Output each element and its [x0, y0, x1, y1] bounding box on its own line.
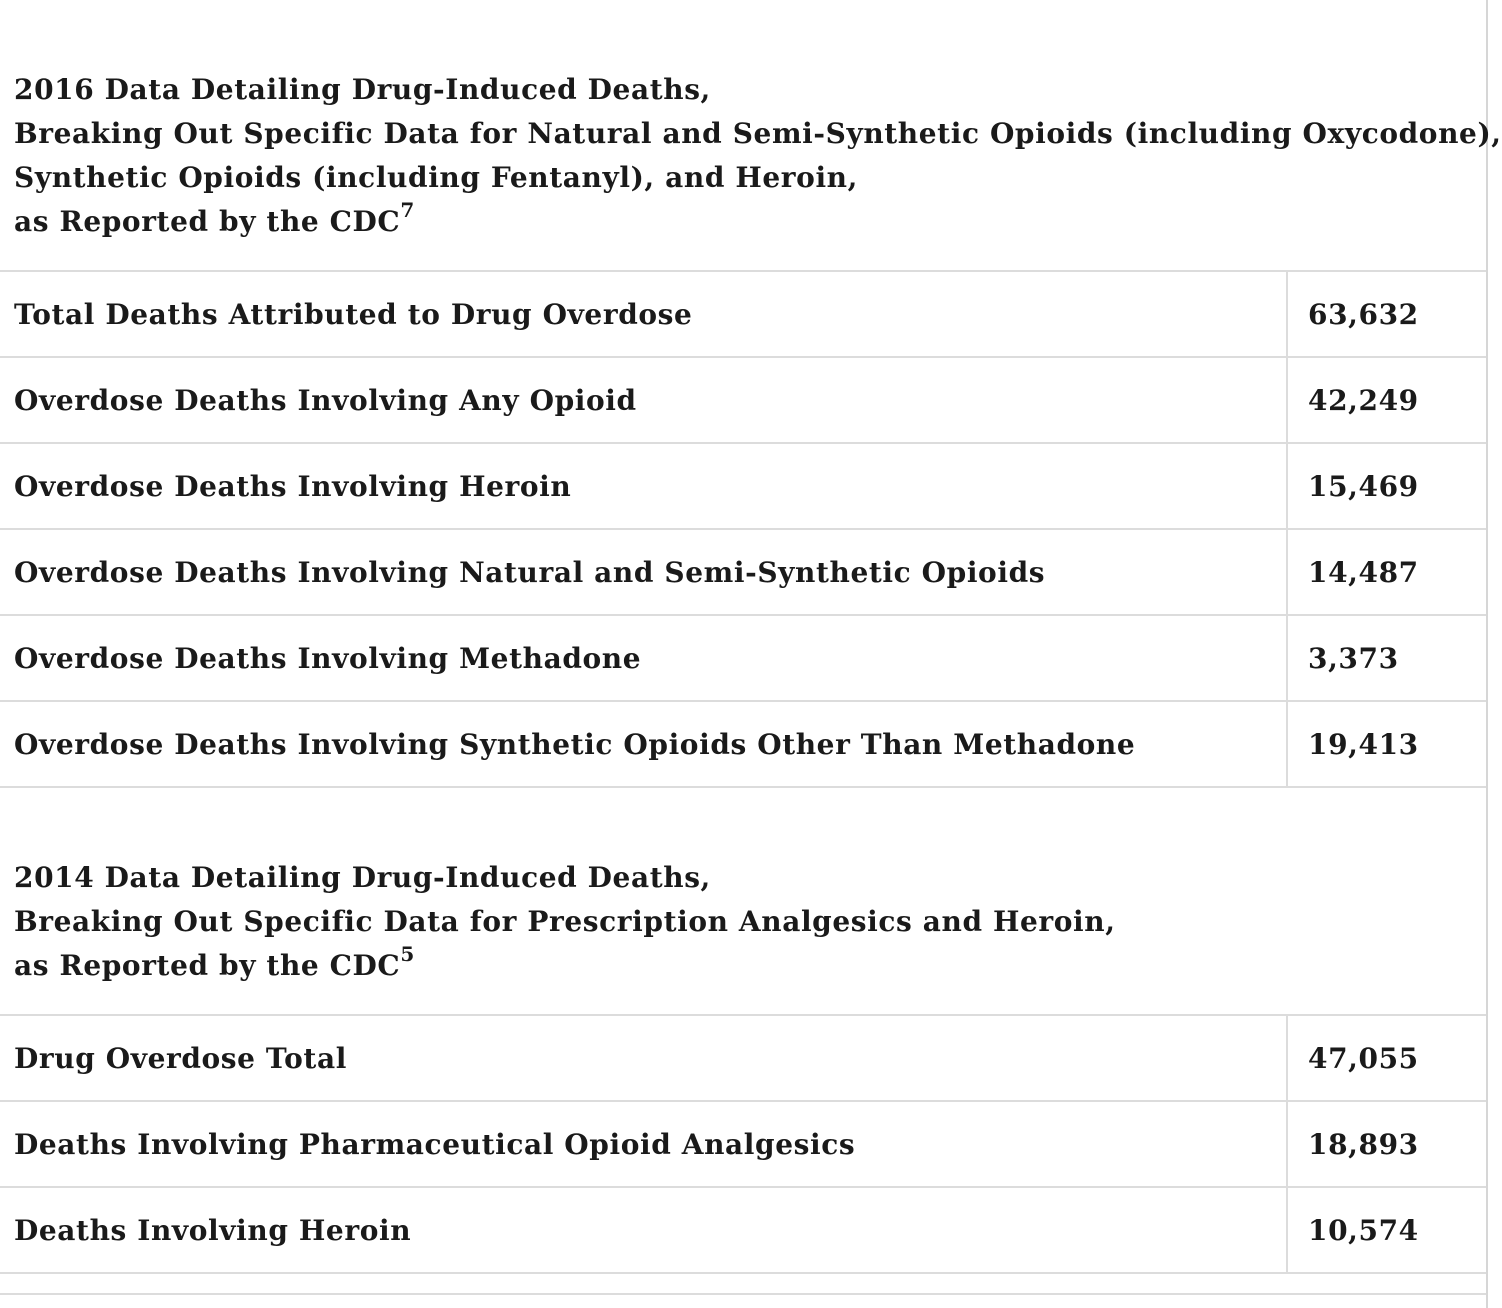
- row-value: 15,469: [1287, 443, 1486, 529]
- row-value: 19,413: [1287, 701, 1486, 787]
- divider: [0, 1293, 1486, 1295]
- caption-line: 2016 Data Detailing Drug-Induced Deaths,: [14, 73, 711, 106]
- row-label: Deaths Involving Pharmaceutical Opioid Analgesics: [0, 1101, 1287, 1187]
- table-row: [0, 271, 1486, 357]
- caption-line: Breaking Out Specific Data for Natural and Semi-Synthetic Opioids (including Oxycodone),: [14, 117, 1502, 150]
- caption-line: Synthetic Opioids (including Fentanyl), and Heroin,: [14, 161, 858, 194]
- caption-line-with-footnote: [14, 941, 1486, 988]
- row-label: Overdose Deaths Involving Any Opioid: [0, 357, 1287, 443]
- table-row: [0, 1101, 1486, 1187]
- row-label: Total Deaths Attributed to Drug Overdose: [0, 271, 1287, 357]
- row-value: 47,055: [1287, 1015, 1486, 1101]
- table-section-2014: [0, 788, 1486, 1274]
- row-value: 18,893: [1287, 1101, 1486, 1187]
- table-row: [0, 529, 1486, 615]
- table-caption-2014: [0, 788, 1486, 1014]
- row-label: Drug Overdose Total: [0, 1015, 1287, 1101]
- table-row: [0, 1187, 1486, 1273]
- table-row: [0, 615, 1486, 701]
- row-value: 10,574: [1287, 1187, 1486, 1273]
- data-table-2014: [0, 1014, 1486, 1274]
- data-table-2016: [0, 270, 1486, 788]
- footnote-link[interactable]: 7: [400, 197, 415, 222]
- footnote-link[interactable]: 5: [400, 941, 415, 966]
- table-row: [0, 443, 1486, 529]
- row-value: 42,249: [1287, 357, 1486, 443]
- row-label: Overdose Deaths Involving Methadone: [0, 615, 1287, 701]
- caption-line: as Reported by the CDC: [14, 205, 401, 238]
- row-label: Overdose Deaths Involving Heroin: [0, 443, 1287, 529]
- caption-line-with-footnote: [14, 197, 1486, 244]
- row-value: 63,632: [1287, 271, 1486, 357]
- row-value: 14,487: [1287, 529, 1486, 615]
- row-value: 3,373: [1287, 615, 1486, 701]
- table-caption-2016: [0, 0, 1502, 270]
- caption-line: Breaking Out Specific Data for Prescription Analgesics and Heroin,: [14, 905, 1116, 938]
- table-row: [0, 357, 1486, 443]
- table-row: [0, 1015, 1486, 1101]
- caption-line: as Reported by the CDC: [14, 949, 401, 982]
- row-label: Deaths Involving Heroin: [0, 1187, 1287, 1273]
- table-row: [0, 701, 1486, 787]
- row-label: Overdose Deaths Involving Synthetic Opioids Other Than Methadone: [0, 701, 1287, 787]
- caption-line: 2014 Data Detailing Drug-Induced Deaths,: [14, 861, 711, 894]
- row-label: Overdose Deaths Involving Natural and Semi-Synthetic Opioids: [0, 529, 1287, 615]
